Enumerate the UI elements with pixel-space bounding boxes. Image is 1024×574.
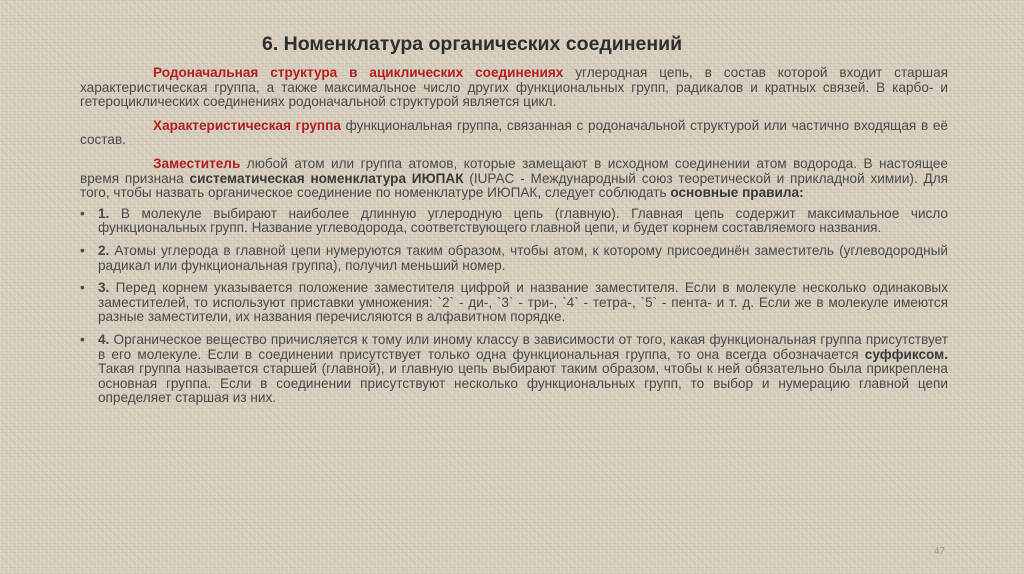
rule-item-1 [80,207,948,236]
rule-number: 1. [98,205,110,221]
rule-text: Атомы углерода в главной цепи нумеруются таким образом, чтобы атом, к которому присоединён заместитель (углеводородный радикал или функциональная группа), получил меньший номер. [98,242,948,273]
rule-number: 2. [98,242,110,258]
bullet-icon: • [80,242,85,258]
page-number: 47 [934,546,946,557]
rule-item-3 [80,281,948,325]
paragraph-characteristic-group [80,119,948,148]
term-substituent: Заместитель [153,155,241,171]
rule-item-2 [80,244,948,273]
paragraph-substituent [80,157,948,201]
term-parent-structure: Родоначальная структура в ациклических соединениях [153,65,564,80]
definition-characteristic-group: функциональная группа, связанная с родоначальной структурой или частично входящая в её состав. [80,117,948,148]
definition-parent-structure: углеродная цепь, в состав которой входит старшая характеристическая группа, а также максимальное число других функциональных групп, радикалов и кратных связей. В карбо- и гетероциклических соединениях родоначальной структурой является цикл. [80,65,948,110]
slide-content [80,66,948,406]
rule-text-part-b: Такая группа называется старшей (главной), и главную цепь выбирают таким образом, чтобы к ней обязательно была прикреплена основная группа. Если в соединении присутствуют несколько функциональных групп, то выбор и нумерацию главной цепи определяет старшая из них. [98,361,948,406]
paragraph-parent-structure [80,66,948,110]
iupac-nomenclature-label: систематическая номенклатура ИЮПАК [189,170,464,186]
rule-item-4 [80,333,948,406]
rule-text: В молекуле выбирают наиболее длинную углеродную цепь (главную). Главная цепь содержит максимальное число функциональных групп. Название углеводорода, соответствующего главной цепи, и будет корнем составляемого названия. [98,205,948,236]
definition-substituent-part-a: любой атом или группа атомов, которые замещают в исходном соединении атом водорода. В настоящее время признана [80,155,948,186]
rule-text-part-a: Органическое вещество причисляется к тому или иному классу в зависимости от того, какая функциональная группа присутствует в его молекуле. Если в соединении присутствует только одна функциональная группа, то она всегда обозначается [98,331,948,362]
bullet-icon: • [80,331,85,347]
suffix-label: суффиксом. [864,346,948,362]
rules-list [80,207,948,406]
rule-number: 3. [98,280,110,296]
basic-rules-label: основные правила: [670,185,804,201]
rule-text: Перед корнем указывается положение заместителя цифрой и название заместителя. Если в молекуле несколько одинаковых заместителей, то используют приставки умножения: `2` - ди-, `3` - три-, `4` - тетра-, `5` - пента- и т. д. Если же в молекуле имеются разные заместители, их названия перечисляются в алфавитном порядке. [98,280,948,325]
bullet-icon: • [80,280,85,296]
rule-number: 4. [98,331,110,347]
term-characteristic-group: Характеристическая группа [153,117,341,133]
bullet-icon: • [80,205,85,221]
slide-title: 6. Номенклатура органических соединений [262,33,683,55]
definition-substituent-part-b: (IUPAC - Международный союз теоретической и прикладной химии). Для того, чтобы назвать органическое соединение по номенклатуре ИЮПАК, следует соблюдать [80,170,949,201]
